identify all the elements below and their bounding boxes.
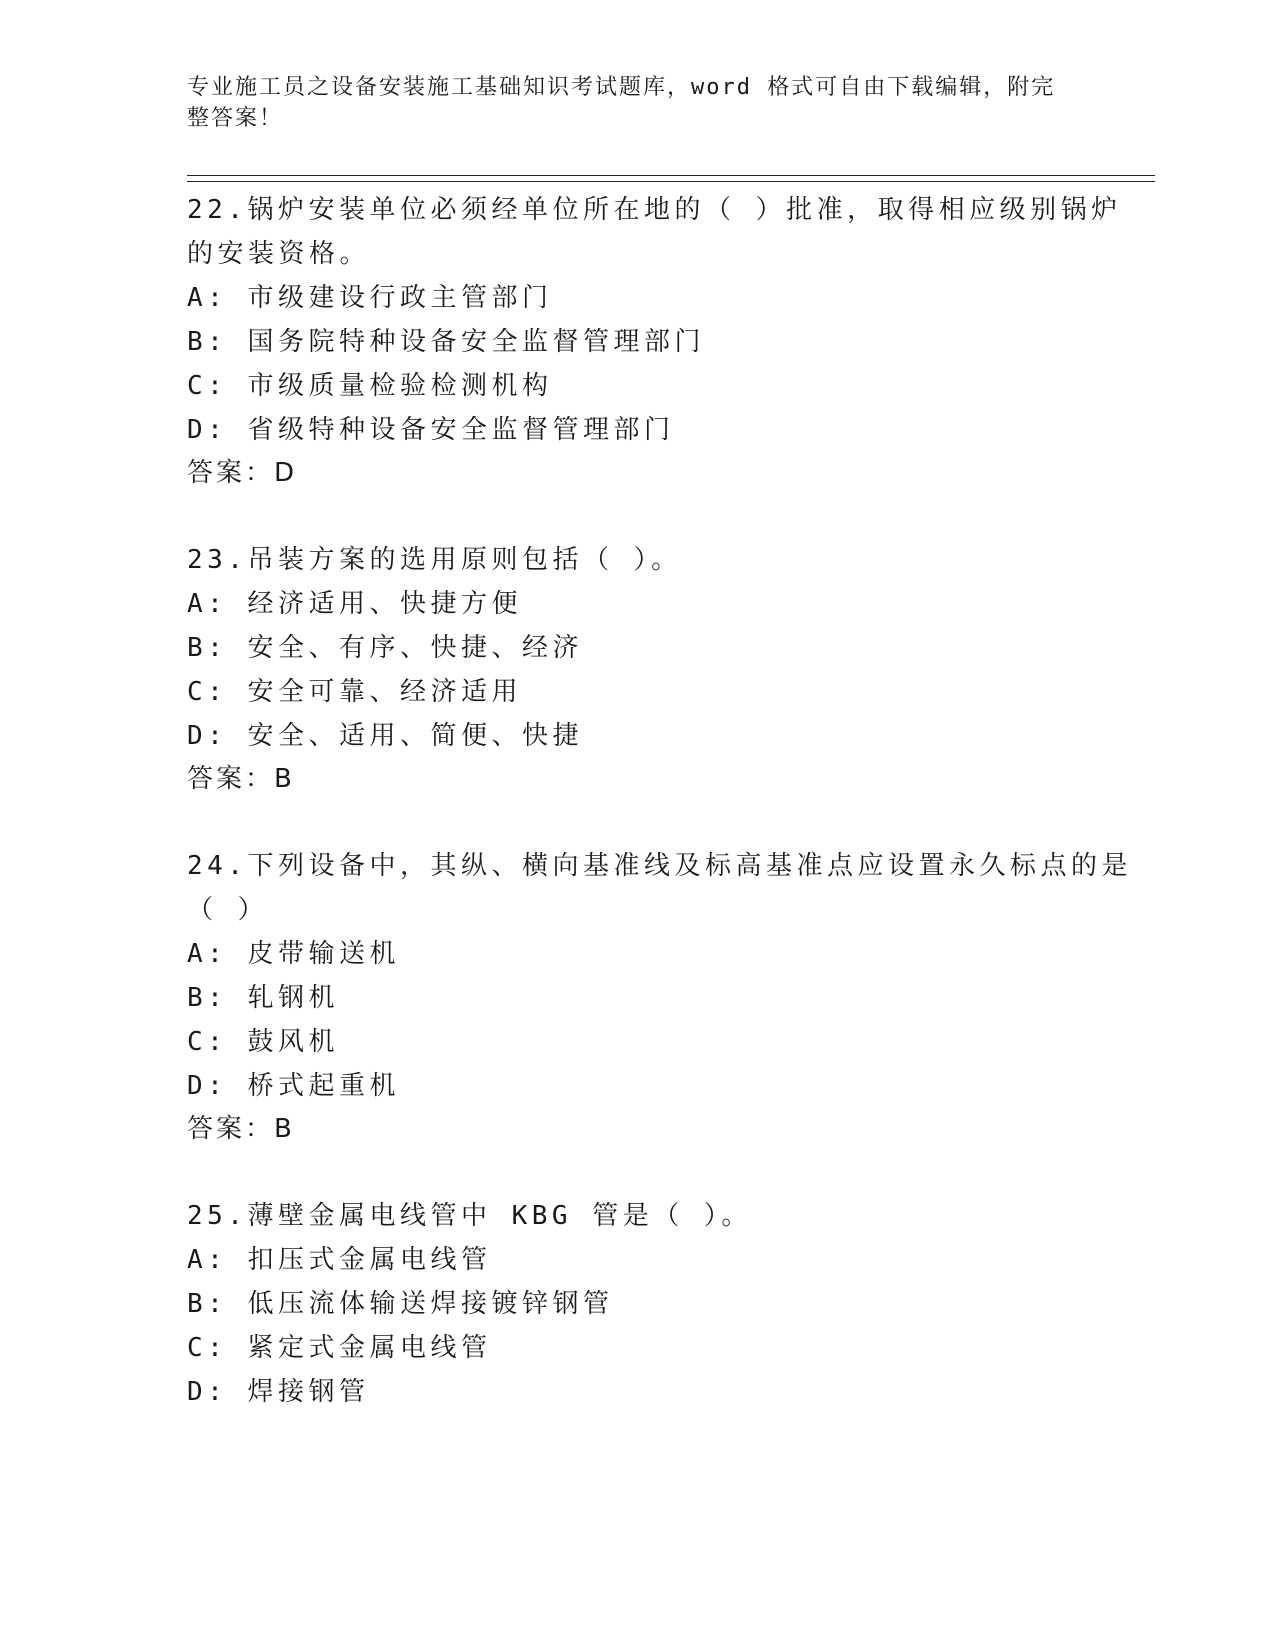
option-a: A: 扣压式金属电线管	[187, 1245, 492, 1275]
question-stem: 24.下列设备中，其纵、横向基准线及标高基准点应设置永久标点的是	[187, 851, 1132, 881]
option-a: A: 皮带输送机	[187, 939, 400, 969]
option-a: A: 市级建设行政主管部门	[187, 283, 553, 313]
header-divider-top	[187, 175, 1155, 176]
option-d: D: 桥式起重机	[187, 1071, 400, 1101]
question-stem: 25.薄壁金属电线管中 KBG 管是（ ）。	[187, 1201, 752, 1231]
header-line-1: 专业施工员之设备安装施工基础知识考试题库，word 格式可自由下载编辑，附完	[187, 75, 1056, 100]
document-header	[187, 72, 1067, 134]
question-stem-continued: 的安装资格。	[187, 239, 371, 269]
answer: 答案：B	[187, 1114, 295, 1144]
option-b: B: 国务院特种设备安全监督管理部门	[187, 327, 705, 357]
option-c: C: 市级质量检验检测机构	[187, 371, 553, 401]
option-d: D: 安全、适用、简便、快捷	[187, 721, 583, 751]
answer: 答案：D	[187, 458, 298, 488]
option-c: C: 紧定式金属电线管	[187, 1333, 492, 1363]
question-stem: 22.锅炉安装单位必须经单位所在地的（ ）批准，取得相应级别锅炉	[187, 195, 1122, 225]
header-divider-bottom	[187, 181, 1155, 182]
option-b: B: 安全、有序、快捷、经济	[187, 633, 583, 663]
option-d: D: 省级特种设备安全监督管理部门	[187, 415, 675, 445]
answer: 答案：B	[187, 764, 295, 794]
option-c: C: 安全可靠、经济适用	[187, 677, 522, 707]
option-a: A: 经济适用、快捷方便	[187, 589, 522, 619]
header-line-2: 整答案！	[187, 106, 284, 131]
option-b: B: 低压流体输送焊接镀锌钢管	[187, 1289, 614, 1319]
question-stem: 23.吊装方案的选用原则包括（ ）。	[187, 545, 682, 575]
option-c: C: 鼓风机	[187, 1027, 339, 1057]
option-b: B: 轧钢机	[187, 983, 339, 1013]
question-stem-continued: （ ）	[187, 895, 269, 925]
option-d: D: 焊接钢管	[187, 1377, 370, 1407]
